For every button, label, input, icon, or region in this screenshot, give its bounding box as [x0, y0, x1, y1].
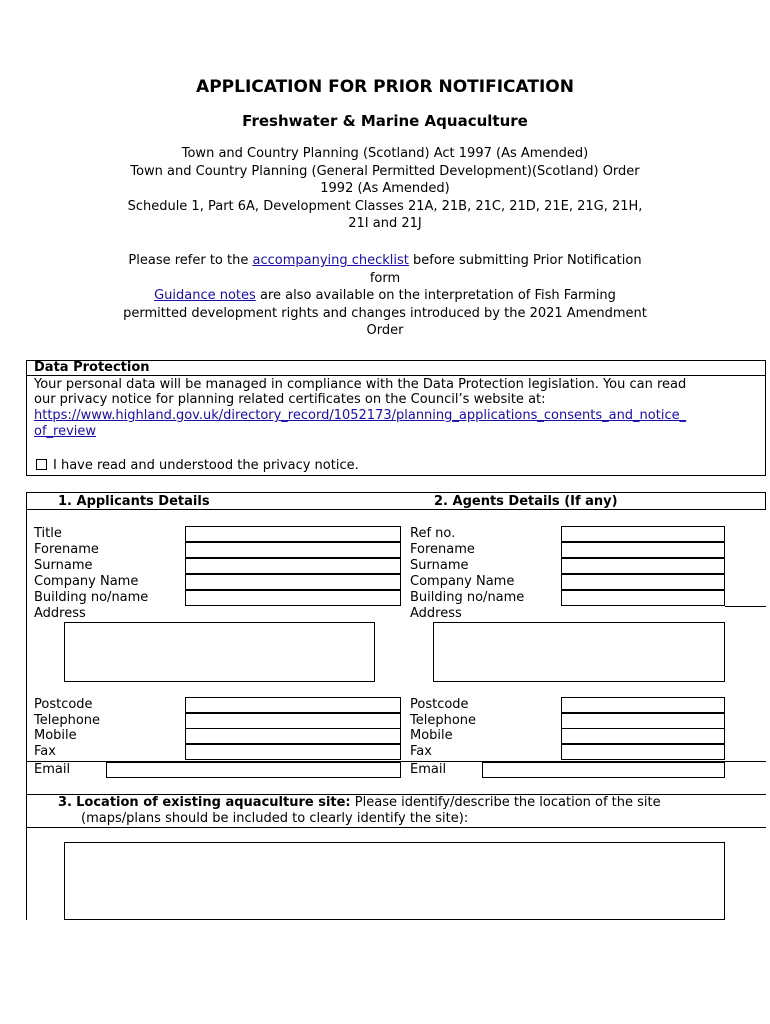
applicant-postcode-field[interactable] [185, 697, 401, 713]
location-description-field[interactable] [64, 842, 725, 920]
divider [725, 606, 766, 607]
legislation-line: Town and Country Planning (General Permitted Development)(Scotland) Order [130, 163, 640, 179]
legislation-line: Schedule 1, Part 6A, Development Classes 21A, 21B, 21C, 21D, 21E, 21G, 21H, [127, 198, 643, 214]
agent-fax-label: Fax [410, 744, 432, 759]
agent-mobile-field[interactable] [561, 728, 725, 744]
agent-postcode-label: Postcode [410, 697, 469, 712]
agent-postcode-field[interactable] [561, 697, 725, 713]
divider [765, 492, 766, 509]
agent-surname-label: Surname [410, 558, 469, 573]
applicant-address-field[interactable] [64, 622, 375, 682]
agent-ref-field[interactable] [561, 526, 725, 542]
divider [26, 492, 766, 493]
applicant-fax-field[interactable] [185, 744, 401, 760]
agent-company-label: Company Name [410, 574, 515, 589]
applicant-forename-field[interactable] [185, 542, 401, 558]
applicant-fax-label: Fax [34, 744, 56, 759]
agents-heading: 2. Agents Details (If any) [434, 494, 618, 509]
applicant-mobile-label: Mobile [34, 728, 77, 743]
agent-surname-field[interactable] [561, 558, 725, 574]
data-protection-heading: Data Protection [34, 360, 150, 375]
agent-address-field[interactable] [433, 622, 725, 682]
agent-email-field[interactable] [482, 762, 725, 778]
legislation-line: 21I and 21J [348, 216, 422, 231]
applicant-email-label: Email [34, 762, 71, 777]
agent-ref-label: Ref no. [410, 526, 456, 541]
checklist-link[interactable]: accompanying checklist [252, 253, 409, 268]
data-protection-text: Your personal data will be managed in compliance with the Data Protection legislation. You can read [34, 377, 687, 392]
divider [26, 492, 27, 920]
agent-email-label: Email [410, 762, 447, 777]
applicant-company-label: Company Name [34, 574, 139, 589]
applicant-address-label: Address [34, 606, 86, 621]
agent-fax-field[interactable] [561, 744, 725, 760]
legislation-line: Town and Country Planning (Scotland) Act 1997 (As Amended) [181, 146, 589, 161]
applicant-telephone-label: Telephone [34, 713, 101, 728]
guidance-notes-link[interactable]: Guidance notes [154, 288, 256, 303]
agent-telephone-field[interactable] [561, 713, 725, 729]
applicant-forename-label: Forename [34, 542, 99, 557]
applicant-title-field[interactable] [185, 526, 401, 542]
applicant-postcode-label: Postcode [34, 697, 93, 712]
page-subtitle: Freshwater & Marine Aquaculture [242, 112, 528, 130]
agent-mobile-label: Mobile [410, 728, 453, 743]
applicant-email-field[interactable] [106, 762, 401, 778]
checklist-note: Please refer to the accompanying checklist before submitting Prior Notification form Guidance notes are also available on the interpretation of Fish Farming permitted development rights and changes introduced by the 2021 Amendment Order [123, 253, 647, 338]
location-instruction: Please identify/describe the location of the site [350, 795, 661, 810]
agent-address-label: Address [410, 606, 462, 621]
divider [26, 827, 766, 828]
agent-company-field[interactable] [561, 574, 725, 590]
legislation-block [0, 145, 770, 233]
privacy-checkbox-label: I have read and understood the privacy notice. [53, 458, 359, 473]
agent-telephone-label: Telephone [410, 713, 477, 728]
applicant-company-field[interactable] [185, 574, 401, 590]
agent-forename-field[interactable] [561, 542, 725, 558]
location-number: 3. [58, 795, 72, 810]
legislation-line: 1992 (As Amended) [320, 181, 450, 196]
applicant-title-label: Title [34, 526, 62, 541]
applicants-heading: 1. Applicants Details [58, 494, 210, 509]
applicant-mobile-field[interactable] [185, 728, 401, 744]
privacy-checkbox-row[interactable] [36, 458, 359, 474]
privacy-checkbox[interactable] [36, 459, 47, 470]
applicant-surname-label: Surname [34, 558, 93, 573]
privacy-notice-link-cont[interactable]: of_review [34, 424, 97, 439]
page-title: APPLICATION FOR PRIOR NOTIFICATION [196, 77, 574, 97]
applicant-building-label: Building no/name [34, 590, 149, 605]
applicant-building-field[interactable] [185, 590, 401, 606]
location-heading-row [58, 795, 661, 811]
location-instruction-cont: (maps/plans should be included to clearly identify the site): [81, 811, 469, 826]
applicant-surname-field[interactable] [185, 558, 401, 574]
agent-forename-label: Forename [410, 542, 475, 557]
data-protection-text: our privacy notice for planning related certificates on the Council’s website at: [34, 392, 546, 407]
location-heading: Location of existing aquaculture site: [76, 795, 351, 810]
applicant-telephone-field[interactable] [185, 713, 401, 729]
agent-building-label: Building no/name [410, 590, 525, 605]
privacy-notice-link[interactable]: https://www.highland.gov.uk/directory_record/1052173/planning_applications_consents_and_notice_ [34, 408, 687, 423]
agent-building-field[interactable] [561, 590, 725, 606]
